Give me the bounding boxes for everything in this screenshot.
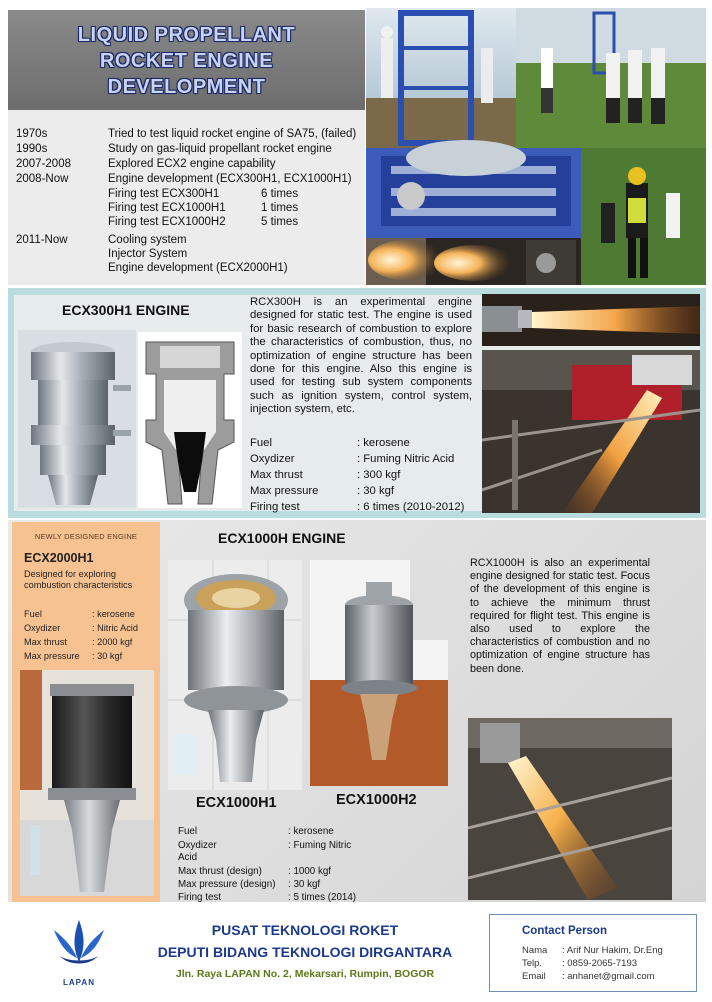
- spec-key: Max pressure (design): [178, 879, 276, 890]
- spec-value: : 30 kgf: [92, 651, 123, 661]
- timeline-desc: Firing test ECX1000H2: [108, 216, 226, 228]
- contact-phone: : 0859-2065-7193: [562, 958, 638, 969]
- timeline-desc: Engine development (ECX300H1, ECX1000H1): [108, 173, 352, 185]
- spec-key: Max pressure: [24, 651, 80, 661]
- ecx1000h1-illustration: [168, 560, 302, 790]
- spec-key: Max thrust (design): [178, 866, 262, 877]
- spec-value: : 30 kgf: [288, 879, 321, 890]
- ecx1000-title: ECX1000H ENGINE: [218, 530, 346, 546]
- spec-key: Max thrust: [250, 469, 303, 481]
- spec-key: Oxydizer: [178, 840, 217, 851]
- spec-key: Fuel: [24, 609, 42, 619]
- timeline-desc: Firing test ECX300H1: [108, 188, 220, 200]
- spec-value: : 300 kgf: [357, 469, 401, 481]
- spec-value: : kerosene: [92, 609, 135, 619]
- spec-key: Oxydizer: [24, 623, 61, 633]
- contact-email: : anhanet@gmail.com: [562, 971, 655, 982]
- collage-illustration: [366, 8, 706, 285]
- spec-key: Firing test: [250, 501, 300, 513]
- timeline-count: 1 times: [261, 202, 299, 214]
- ecx300-cutaway-drawing: [138, 332, 242, 508]
- history-panel: [8, 10, 365, 285]
- timeline-desc: Injector System: [108, 248, 188, 260]
- spec-value: : 6 times (2010-2012): [357, 501, 465, 513]
- contact-person-box: [489, 914, 697, 992]
- spec-key: Oxydizer: [250, 453, 295, 465]
- spec-key: Fuel: [250, 437, 272, 449]
- spec-value: : Fuming Nitric Acid: [357, 453, 455, 465]
- ecx2000-panel: [12, 522, 160, 902]
- spec-value: : kerosene: [357, 437, 410, 449]
- contact-key: Email: [522, 971, 546, 982]
- timeline-desc: Engine development (ECX2000H1): [108, 262, 288, 274]
- flame-illustration: [482, 294, 700, 346]
- spec-key: Max thrust: [24, 637, 67, 647]
- ecx1000h2-illustration: [310, 560, 448, 786]
- ecx2000-name: ECX2000H1: [24, 551, 94, 565]
- timeline-desc: Study on gas-liquid propellant rocket engine: [108, 143, 332, 155]
- ecx1000h1-photo: [168, 560, 302, 790]
- cutaway-illustration: [138, 332, 242, 508]
- ecx1000h2-photo: [310, 560, 448, 786]
- title-line-2: ROCKET ENGINE: [99, 50, 274, 72]
- contact-key: Nama: [522, 945, 548, 956]
- ecx2000-illustration: [20, 670, 154, 896]
- timeline-desc: Explored ECX2 engine capability: [108, 158, 276, 170]
- ecx1000-description: RCX1000H is also an experimental engine designed for static test. Focus of the development of this engine is to achieve the minimum thrust required for flight test. This engine is also used to explore the characteristics of combustion and no optimization of engine structure has been done.: [470, 557, 650, 675]
- spec-value: : Fuming Nitric: [288, 840, 352, 851]
- timeline-year: 1970s: [16, 128, 48, 140]
- spec-value: : 30 kgf: [357, 485, 395, 497]
- org-name-line-1: PUSAT TEKNOLOGI ROKET: [211, 922, 399, 938]
- ecx1000h1-caption: ECX1000H1: [196, 795, 277, 811]
- org-name-line-2: DEPUTI BIDANG TEKNOLOGI DIRGANTARA: [157, 944, 453, 960]
- lapan-emblem-icon: [50, 916, 108, 976]
- timeline-desc: Cooling system: [108, 234, 187, 246]
- spec-key: Firing test: [178, 892, 222, 903]
- spec-key: Max pressure: [250, 485, 319, 497]
- timeline-count: 5 times: [261, 216, 299, 228]
- timeline-count: 6 times: [261, 188, 299, 200]
- ecx1000-firing-test-photo: [468, 718, 672, 900]
- spec-value: : 2000 kgf: [92, 637, 133, 647]
- timeline-year: 2008-Now: [16, 173, 69, 185]
- contact-name: : Arif Nur Hakim, Dr.Eng: [562, 945, 663, 956]
- lapan-logo: [50, 916, 108, 976]
- org-address: Jln. Raya LAPAN No. 2, Mekarsari, Rumpin, BOGOR: [175, 968, 435, 980]
- ecx300-engine-photo: [18, 330, 136, 508]
- spec-value: : 1000 kgf: [288, 866, 332, 877]
- ecx2000-engine-photo: [20, 670, 154, 896]
- ecx300-firing-test-photo: [482, 350, 700, 513]
- timeline-year: 2011-Now: [16, 234, 68, 246]
- ecx300-flame-photo-top: [482, 294, 700, 346]
- spec-key: Acid: [178, 852, 198, 863]
- contact-title: Contact Person: [522, 925, 607, 937]
- lapan-logo-text: LAPAN: [63, 978, 95, 987]
- title-line-1: LIQUID PROPELLANT: [77, 24, 296, 46]
- ecx300-description: RCX300H is an experimental engine designed for static test. The engine is used for basic research of combustion to explore the characteristics of combustion, thus, no optimization of engine structure has been done for this engine. Also this engine is used for testing sub system components such as ignition system, control system, injection system, etc.: [250, 296, 472, 416]
- ecx1000h2-caption: ECX1000H2: [336, 792, 417, 808]
- spec-key: Fuel: [178, 826, 198, 837]
- spec-value: : 5 times (2014): [288, 892, 357, 903]
- test-site-photo-collage: [366, 8, 706, 285]
- firing-illustration: [482, 350, 700, 513]
- contact-key: Telp.: [522, 958, 543, 969]
- poster-title: [8, 10, 365, 110]
- timeline-year: 2007-2008: [16, 158, 71, 170]
- ecx1000-firing-illustration: [468, 718, 672, 900]
- title-line-3: DEVELOPMENT: [107, 76, 266, 98]
- timeline-desc: Firing test ECX1000H1: [108, 202, 226, 214]
- timeline-desc: Tried to test liquid rocket engine of SA75, (failed): [108, 128, 357, 140]
- ecx300-title: ECX300H1 ENGINE: [62, 302, 190, 318]
- timeline-year: 1990s: [16, 143, 48, 155]
- new-engine-badge: NEWLY DESIGNED ENGINE: [34, 532, 138, 541]
- spec-value: : kerosene: [288, 826, 334, 837]
- ecx2000-description: Designed for exploring combustion characteristics: [24, 569, 133, 590]
- ecx300-engine-illustration: [18, 330, 136, 508]
- spec-value: : Nitric Acid: [92, 623, 138, 633]
